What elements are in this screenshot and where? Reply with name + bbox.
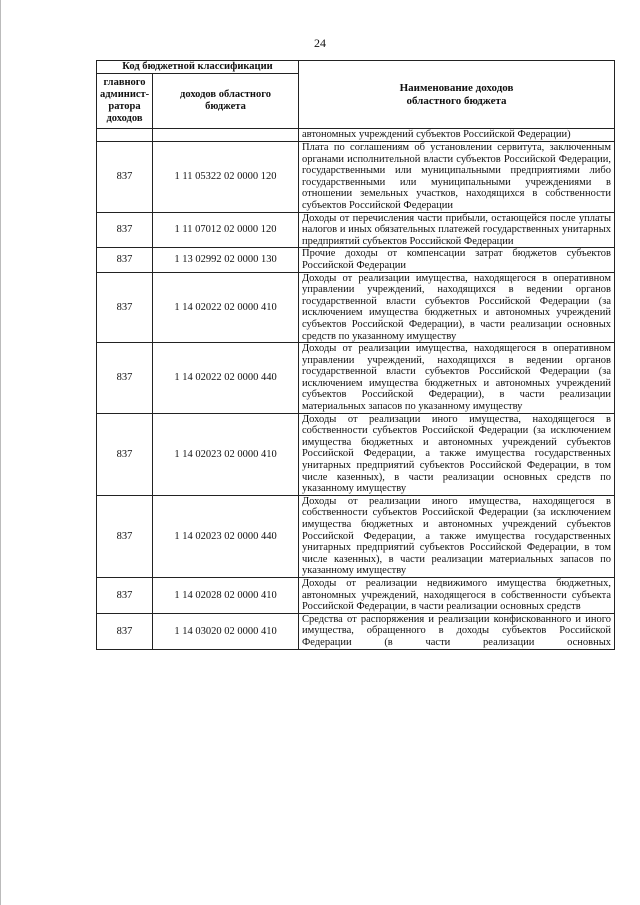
cell-code: 1 14 02022 02 0000 410 bbox=[153, 272, 299, 343]
cell-name: Плата по соглашениям об установлении сервитута, заключенным органами исполнительной власти субъектов Российской Федерации, государственными или муниципальными предприятиями либо государственными или муниципальными учреждениями в отношении земельных участков, находящихся в собственности субъектов Российской Федерации bbox=[299, 142, 615, 213]
cell-admin: 837 bbox=[97, 212, 153, 248]
header-row-group bbox=[97, 61, 615, 74]
cell-admin: 837 bbox=[97, 272, 153, 343]
table-row bbox=[97, 272, 615, 343]
cell-code: 1 14 02023 02 0000 440 bbox=[153, 495, 299, 577]
table-row bbox=[97, 343, 615, 414]
cell-name: автономных учреждений субъектов Российской Федерации) bbox=[299, 129, 615, 142]
cell-code: 1 14 02028 02 0000 410 bbox=[153, 577, 299, 613]
cell-name: Доходы от реализации имущества, находящегося в оперативном управлении учреждений, находящихся в ведении органов государственной власти субъектов Российской Федерации (за исключением имущества бюджетных и автономных учреждений субъектов Российской Федерации), в части реализации основных средств по указанному имуществу bbox=[299, 272, 615, 343]
table-row bbox=[97, 142, 615, 213]
table-row bbox=[97, 212, 615, 248]
cell-admin: 837 bbox=[97, 248, 153, 272]
cell-name: Доходы от реализации недвижимого имущества бюджетных, автономных учреждений, находящегося в собственности субъекта Российской Федерации, в части реализации основных средств bbox=[299, 577, 615, 613]
table-row bbox=[97, 248, 615, 272]
cell-name: Доходы от реализации имущества, находящегося в оперативном управлении учреждений, находящихся в ведении органов государственной власти субъектов Российской Федерации (за исключением имущества бюджетных и автономных учреждений субъектов Российской Федерации), в части реализации материальных запасов по указанному имуществу bbox=[299, 343, 615, 414]
cell-admin: 837 bbox=[97, 495, 153, 577]
cell-name: Доходы от перечисления части прибыли, остающейся после уплаты налогов и иных обязательных платежей государственных унитарных предприятий субъектов Российской Федерации bbox=[299, 212, 615, 248]
cell-code: 1 14 02022 02 0000 440 bbox=[153, 343, 299, 414]
cell-name: Средства от распоряжения и реализации конфискованного и иного имущества, обращенного в доходы субъектов Российской Федерации (в части реализации основных bbox=[299, 613, 615, 649]
cell-code: 1 14 03020 02 0000 410 bbox=[153, 613, 299, 649]
cell-admin: 837 bbox=[97, 577, 153, 613]
cell-admin: 837 bbox=[97, 413, 153, 495]
header-income-text: доходов областного бюджета bbox=[180, 89, 271, 112]
table-row bbox=[97, 613, 615, 649]
cell-code: 1 13 02992 02 0000 130 bbox=[153, 248, 299, 272]
cell-admin: 837 bbox=[97, 613, 153, 649]
cell-code: 1 11 07012 02 0000 120 bbox=[153, 212, 299, 248]
cell-name: Прочие доходы от компенсации затрат бюджетов субъектов Российской Федерации bbox=[299, 248, 615, 272]
cell-name: Доходы от реализации иного имущества, находящегося в собственности субъектов Российской Федерации (за исключением имущества бюджетных и автономных учреждений субъектов Российской Федерации, а также имущества государственных унитарных предприятий субъектов Российской Федерации, в том числе казенных), в части реализации основных средств по указанному имуществу bbox=[299, 413, 615, 495]
table-row bbox=[97, 413, 615, 495]
cell-code bbox=[153, 129, 299, 142]
scan-edge bbox=[0, 0, 1, 905]
cell-admin bbox=[97, 129, 153, 142]
page-number: 24 bbox=[314, 36, 326, 50]
cell-code: 1 11 05322 02 0000 120 bbox=[153, 142, 299, 213]
cell-admin: 837 bbox=[97, 142, 153, 213]
header-name-text: Наименование доходов областного бюджета bbox=[399, 81, 514, 107]
continuation-row bbox=[97, 129, 615, 142]
table-row bbox=[97, 495, 615, 577]
budget-classification-table bbox=[96, 60, 615, 650]
header-admin: главного админист-ратора доходов bbox=[97, 74, 153, 129]
header-classification-code: Код бюджетной классификации bbox=[97, 61, 299, 74]
header-name bbox=[299, 61, 615, 129]
table-row bbox=[97, 577, 615, 613]
cell-name: Доходы от реализации иного имущества, находящегося в собственности субъектов Российской Федерации (за исключением имущества бюджетных и автономных учреждений субъектов Российской Федерации, а также имущества государственных унитарных предприятий субъектов Российской Федерации, в том числе казенных), в части реализации материальных запасов по указанному имуществу bbox=[299, 495, 615, 577]
header-income bbox=[153, 74, 299, 129]
cell-code: 1 14 02023 02 0000 410 bbox=[153, 413, 299, 495]
cell-admin: 837 bbox=[97, 343, 153, 414]
